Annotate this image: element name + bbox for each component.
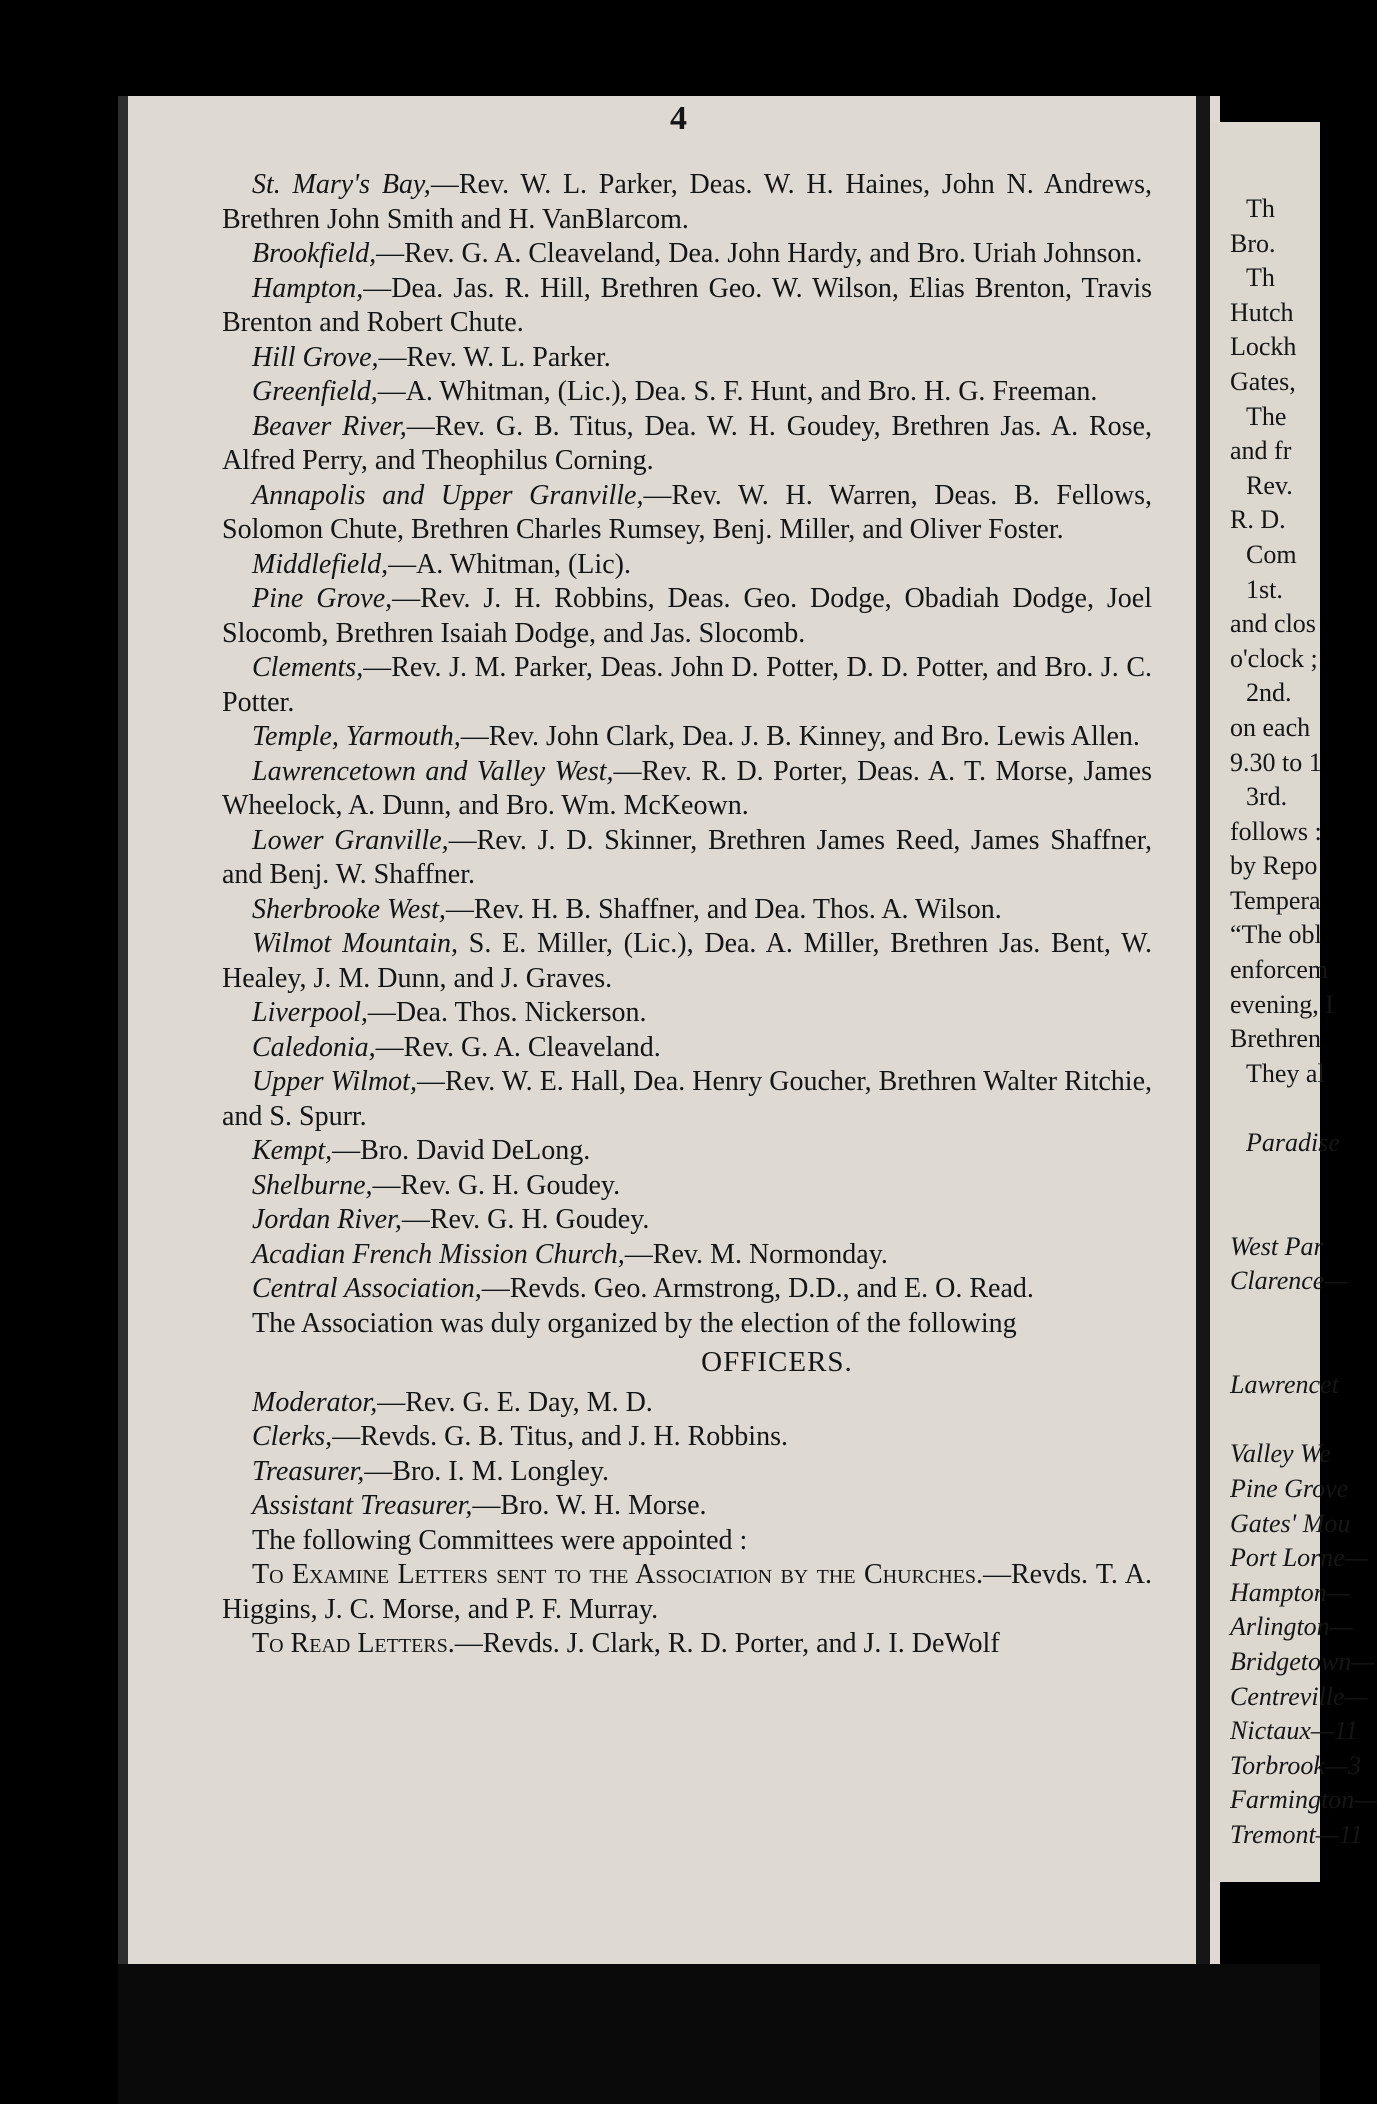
church-entry-label: Greenfield, xyxy=(252,376,378,407)
church-entry-label: Lawrencetown and Valley West, xyxy=(252,755,614,787)
officer-entry xyxy=(222,1386,1152,1421)
church-entry xyxy=(222,720,1152,755)
church-entry-label: Pine Grove, xyxy=(252,583,393,614)
church-entry xyxy=(222,479,1152,548)
officer-entry xyxy=(222,1455,1152,1490)
facing-page-line: Tempera xyxy=(1230,885,1321,915)
facing-page-line xyxy=(1230,1299,1340,1334)
facing-page-line: Farmington— xyxy=(1230,1785,1377,1815)
church-entry-label: Liverpool, xyxy=(252,997,368,1028)
committee-entry-text: —Revds. J. Clark, R. D. Porter, and J. I. DeWolf xyxy=(454,1628,1000,1659)
church-entry xyxy=(222,1272,1152,1307)
committee-entry-label: To Examine Letters sent to the Association by the Churches. xyxy=(252,1559,983,1590)
church-entry-text: —Rev. G. B. Titus, Dea. W. H. Goudey, Brethren Jas. A. Rose, Alfred Perry, and Theophilus Corning. xyxy=(222,410,1152,476)
facing-page-line: Brethren xyxy=(1230,1024,1321,1054)
facing-page-line xyxy=(1230,1091,1340,1126)
facing-page-line: evening, I xyxy=(1230,989,1334,1019)
facing-page-line: Paradise xyxy=(1246,1128,1340,1158)
committees-intro: The following Committees were appointed : xyxy=(252,1524,748,1556)
facing-page-line: Rev. xyxy=(1246,470,1293,500)
facing-page-line: Torbrook—3 xyxy=(1230,1750,1362,1780)
facing-page-line xyxy=(1230,1161,1340,1196)
church-entry-text: —Bro. David DeLong. xyxy=(332,1135,591,1166)
committees-list xyxy=(222,1558,1152,1662)
church-entry xyxy=(222,1203,1152,1238)
facing-page-line: Port Lorne— xyxy=(1230,1543,1368,1573)
church-entry xyxy=(222,1238,1152,1273)
page-gutter xyxy=(1196,96,1210,1964)
facing-page-line: Hutch xyxy=(1230,297,1294,327)
officer-entry-text: —Rev. G. E. Day, M. D. xyxy=(377,1386,653,1418)
officers-list xyxy=(222,1386,1152,1524)
church-entry xyxy=(222,824,1152,893)
church-entry-text: —Rev. John Clark, Dea. J. B. Kinney, and Bro. Lewis Allen. xyxy=(460,721,1140,752)
church-entry xyxy=(222,272,1152,341)
church-entry xyxy=(222,927,1152,996)
facing-page-line: Gates, xyxy=(1230,366,1296,396)
church-entry xyxy=(222,375,1152,410)
church-entry xyxy=(222,582,1152,651)
church-entry-label: Brookfield, xyxy=(252,238,377,269)
church-entry xyxy=(222,341,1152,376)
church-entry-text: —Dea. Jas. R. Hill, Brethren Geo. W. Wilson, Elias Brenton, Travis Brenton and Robert Chute. xyxy=(222,272,1152,338)
facing-page-fragments xyxy=(1230,192,1377,1853)
facing-page-line: Nictaux—11 xyxy=(1230,1716,1359,1746)
church-entry-text: —Rev. G. A. Cleaveland, Dea. John Hardy, and Bro. Uriah Johnson. xyxy=(376,238,1143,269)
church-entry xyxy=(222,1169,1152,1204)
church-entry xyxy=(222,651,1152,720)
facing-page-line: The xyxy=(1246,401,1287,431)
facing-page-line xyxy=(1230,1195,1340,1230)
church-entry-label: Hill Grove, xyxy=(252,341,379,373)
church-entry xyxy=(222,893,1152,928)
facing-page-line: Valley We xyxy=(1230,1439,1331,1469)
facing-page-line: enforcem xyxy=(1230,955,1329,985)
officer-entry-label: Assistant Treasurer, xyxy=(252,1490,473,1521)
facing-page-line: follows : xyxy=(1230,816,1322,846)
church-entry-label: Jordan River, xyxy=(252,1204,402,1235)
committee-entry-label: To Read Letters. xyxy=(252,1628,455,1659)
church-entry-label: Wilmot Mountain, xyxy=(252,928,458,959)
delegate-list xyxy=(222,168,1152,1307)
church-entry-text: —Rev. M. Normonday. xyxy=(624,1238,888,1270)
officer-entry-text: —Revds. G. B. Titus, and J. H. Robbins. xyxy=(332,1421,788,1452)
facing-page-line: Th xyxy=(1246,263,1275,293)
facing-page-line xyxy=(1230,1403,1340,1438)
committee-entry xyxy=(222,1558,1152,1627)
church-entry-label: Annapolis and Upper Granville, xyxy=(252,479,644,511)
church-entry-text: —Rev. G. A. Cleaveland. xyxy=(375,1031,661,1063)
facing-page-line: and fr xyxy=(1230,436,1292,466)
facing-page-line: Hampton— xyxy=(1230,1577,1350,1607)
facing-page-line: Clarence— xyxy=(1230,1266,1348,1296)
facing-page-line: Centreville— xyxy=(1230,1681,1368,1711)
church-entry xyxy=(222,410,1152,479)
facing-page-line: Com xyxy=(1246,539,1297,569)
facing-page-line xyxy=(1230,1334,1340,1369)
officer-entry-label: Treasurer, xyxy=(252,1455,365,1487)
organization-paragraph: The Association was duly organized by the election of the following xyxy=(252,1307,1017,1339)
church-entry-text: —Rev. H. B. Shaffner, and Dea. Thos. A. Wilson. xyxy=(445,893,1002,925)
committee-entry xyxy=(222,1627,1152,1662)
church-entry-label: Shelburne, xyxy=(252,1169,373,1201)
church-entry-label: St. Mary's Bay, xyxy=(252,169,431,200)
church-entry-label: Beaver River, xyxy=(252,410,407,442)
facing-page-line: and clos xyxy=(1230,609,1316,639)
facing-page-line: West Par xyxy=(1230,1231,1324,1261)
church-entry-label: Kempt, xyxy=(252,1135,333,1166)
church-entry xyxy=(222,1134,1152,1169)
facing-page-line: Lockh xyxy=(1230,332,1297,362)
facing-page-line: o'clock ; xyxy=(1230,643,1318,673)
facing-page-line: Gates' Mou xyxy=(1230,1508,1351,1538)
church-entry xyxy=(222,1065,1152,1134)
facing-page-line: 1st. xyxy=(1246,574,1283,604)
scan-border xyxy=(118,1964,1320,2104)
church-entry-label: Temple, Yarmouth, xyxy=(252,721,461,752)
facing-page-line: 2nd. xyxy=(1246,678,1292,708)
facing-page-line: Lawrencet xyxy=(1230,1370,1339,1400)
church-entry-label: Hampton, xyxy=(252,272,364,304)
church-entry-label: Sherbrooke West, xyxy=(252,893,446,925)
facing-page-line: Pine Grove xyxy=(1230,1473,1349,1503)
officer-entry-text: —Bro. I. M. Longley. xyxy=(364,1455,610,1487)
church-entry-text: —Rev. W. H. Warren, Deas. B. Fellows, Solomon Chute, Brethren Charles Rumsey, Benj. Miller, and Oliver Foster. xyxy=(222,479,1152,545)
facing-page-line: They al xyxy=(1246,1058,1325,1088)
church-entry-text: —Rev. J. H. Robbins, Deas. Geo. Dodge, Obadiah Dodge, Joel Slocomb, Brethren Isaiah Dodge, and Jas. Slocomb. xyxy=(222,583,1152,649)
church-entry-label: Central Association, xyxy=(252,1273,482,1304)
church-entry-label: Clements, xyxy=(252,652,364,683)
officer-entry-label: Clerks, xyxy=(252,1421,333,1452)
church-entry-text: S. E. Miller, (Lic.), Dea. A. Miller, Brethren Jas. Bent, W. Healey, J. M. Dunn, and J. Graves. xyxy=(222,928,1152,994)
church-entry-label: Caledonia, xyxy=(252,1031,376,1063)
church-entry xyxy=(222,548,1152,583)
church-entry-text: —Rev. J. M. Parker, Deas. John D. Potter, D. D. Potter, and Bro. J. C. Potter. xyxy=(222,652,1152,718)
church-entry-label: Lower Granville, xyxy=(252,824,449,856)
facing-page-line: Arlington— xyxy=(1230,1612,1353,1642)
church-entry xyxy=(222,755,1152,824)
officer-entry xyxy=(222,1489,1152,1524)
facing-page-line: on each xyxy=(1230,712,1311,742)
church-entry-label: Upper Wilmot, xyxy=(252,1066,417,1097)
church-entry-text: —Rev. R. D. Porter, Deas. A. T. Morse, James Wheelock, A. Dunn, and Bro. Wm. McKeown. xyxy=(222,755,1152,821)
officer-entry xyxy=(222,1420,1152,1455)
facing-page-line: Bro. xyxy=(1230,228,1276,258)
church-entry-label: Acadian French Mission Church, xyxy=(252,1238,625,1270)
facing-page-line: Th xyxy=(1246,194,1275,223)
church-entry xyxy=(222,237,1152,272)
church-entry-text: —Rev. W. E. Hall, Dea. Henry Goucher, Brethren Walter Ritchie, and S. Spurr. xyxy=(222,1066,1152,1132)
church-entry-text: —Dea. Thos. Nickerson. xyxy=(367,997,647,1028)
church-entry-text: —Rev. W. L. Parker. xyxy=(378,341,611,373)
church-entry-text: —Rev. G. H. Goudey. xyxy=(372,1169,621,1201)
church-entry-text: —Revds. Geo. Armstrong, D.D., and E. O. Read. xyxy=(481,1273,1034,1304)
church-entry-text: —A. Whitman, (Lic.), Dea. S. F. Hunt, and Bro. H. G. Freeman. xyxy=(377,376,1098,407)
facing-page-line: 9.30 to 1 xyxy=(1230,747,1322,777)
officer-entry-text: —Bro. W. H. Morse. xyxy=(472,1490,707,1521)
facing-page-line: R. D. xyxy=(1230,505,1286,535)
page-number: 4 xyxy=(670,100,687,137)
officer-entry-label: Moderator, xyxy=(252,1386,378,1418)
church-entry-text: —Rev. G. H. Goudey. xyxy=(401,1204,650,1235)
facing-page-line: 3rd. xyxy=(1246,782,1288,812)
church-entry-text: —A. Whitman, (Lic). xyxy=(388,548,631,580)
facing-page-line: Tremont—11 xyxy=(1230,1819,1363,1849)
church-entry xyxy=(222,168,1152,237)
church-entry-text: —Rev. W. L. Parker, Deas. W. H. Haines, John N. Andrews, Brethren John Smith and H. VanBlarcom. xyxy=(222,169,1152,235)
facing-page-line: Bridgetown— xyxy=(1230,1646,1375,1676)
committee-entry-text: —Revds. T. A. Higgins, J. C. Morse, and P. F. Murray. xyxy=(222,1559,1152,1625)
facing-page-line: “The obl xyxy=(1230,920,1322,950)
church-entry xyxy=(222,1031,1152,1066)
church-entry-label: Middlefield, xyxy=(252,548,389,580)
officers-heading: OFFICERS. xyxy=(701,1346,853,1378)
church-entry xyxy=(222,996,1152,1031)
facing-page-line: by Repo xyxy=(1230,851,1318,881)
church-delegates-column xyxy=(222,168,1152,1662)
church-entry-text: —Rev. J. D. Skinner, Brethren James Reed, James Shaffner, and Benj. W. Shaffner. xyxy=(222,824,1152,890)
